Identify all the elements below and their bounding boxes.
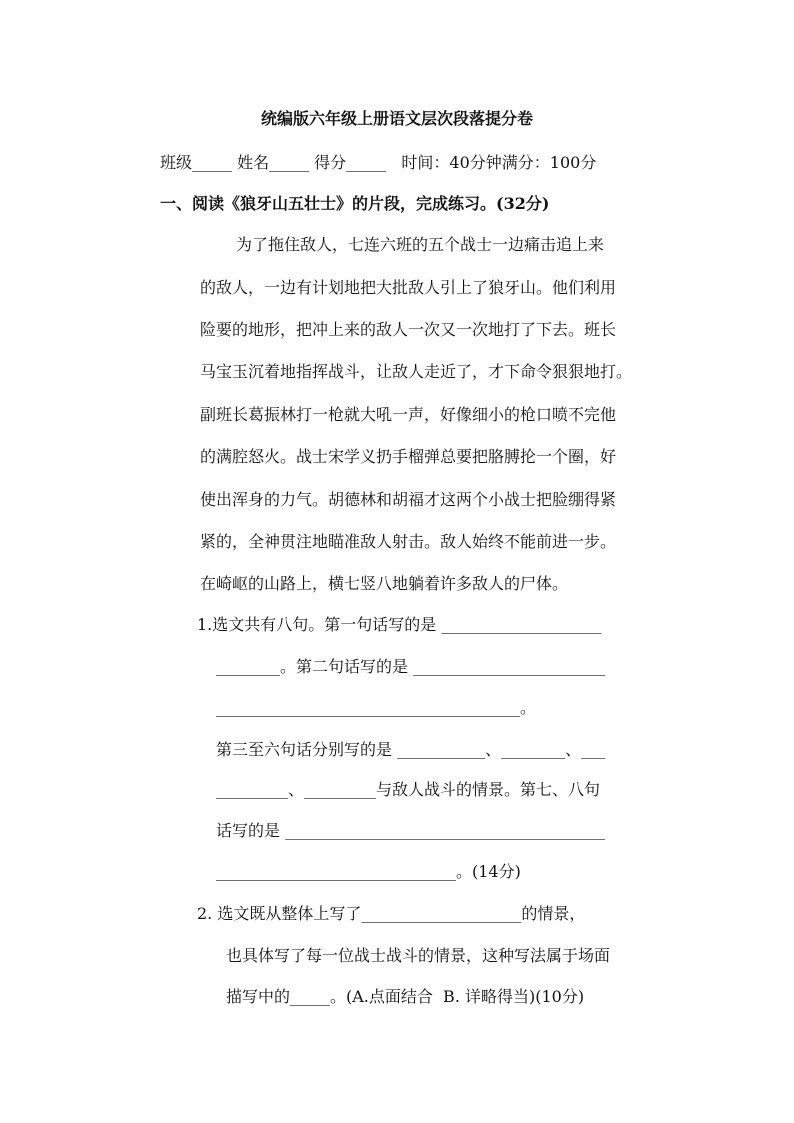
passage-line: 为了拖住敌人，七连六班的五个战士一边痛击追上来 bbox=[236, 235, 605, 254]
passage-line: 在崎岖的山路上，横七竖八地躺着许多敌人的尸体。 bbox=[200, 574, 569, 593]
question-1-line: ________。第二句话写的是 ________________________ bbox=[216, 657, 606, 676]
passage-line: 使出浑身的力气。胡德林和胡福才这两个小战士把脸绷得紧 bbox=[200, 490, 617, 509]
question-1-line: 1.选文共有八句。第一句话写的是 ____________________ bbox=[197, 615, 602, 634]
section-heading: 一、阅读《狼牙山五壮士》的片段，完成练习。(32分) bbox=[160, 194, 550, 213]
passage-line: 马宝玉沉着地指挥战斗，让敌人走近了，才下命令狠狠地打。 bbox=[200, 362, 633, 381]
passage-line: 紧的，全神贯注地瞄准敌人射击。敌人始终不能前进一步。 bbox=[200, 532, 617, 551]
document-title: 统编版六年级上册语文层次段落提分卷 bbox=[260, 109, 533, 128]
question-2-line: 2. 选文既从整体上写了____________________的情景， bbox=[197, 904, 586, 923]
passage-line: 副班长葛振林打一枪就大吼一声，好像细小的枪口喷不完他 bbox=[200, 405, 617, 424]
question-2-line: 描写中的_____。(A.点面结合 B. 详略得当)(10分) bbox=[226, 987, 585, 1006]
question-1-line: ______________________________。(14分) bbox=[216, 862, 521, 881]
passage-line: 的敌人，一边有计划地把大批敌人引上了狼牙山。他们利用 bbox=[200, 278, 617, 297]
question-1-line: 第三至六句话分别写的是 ___________、________、___ bbox=[216, 740, 606, 759]
info-line: 班级_____ 姓名_____ 得分_____ 时间：40分钟满分：100分 bbox=[160, 153, 597, 172]
question-1-line: ______________________________________。 bbox=[216, 698, 537, 717]
question-1-line: 话写的是 ________________________________________ bbox=[216, 821, 606, 840]
question-2-line: 也具体写了每一位战士战斗的情景，这种写法属于场面 bbox=[226, 946, 611, 965]
passage-line: 的满腔怒火。战士宋学义扔手榴弹总要把胳膊抡一个圈，好 bbox=[200, 447, 617, 466]
question-1-line: _________、_________与敌人战斗的情景。第七、八句 bbox=[216, 780, 601, 799]
passage-line: 险要的地形，把冲上来的敌人一次又一次地打了下去。班长 bbox=[200, 320, 617, 339]
